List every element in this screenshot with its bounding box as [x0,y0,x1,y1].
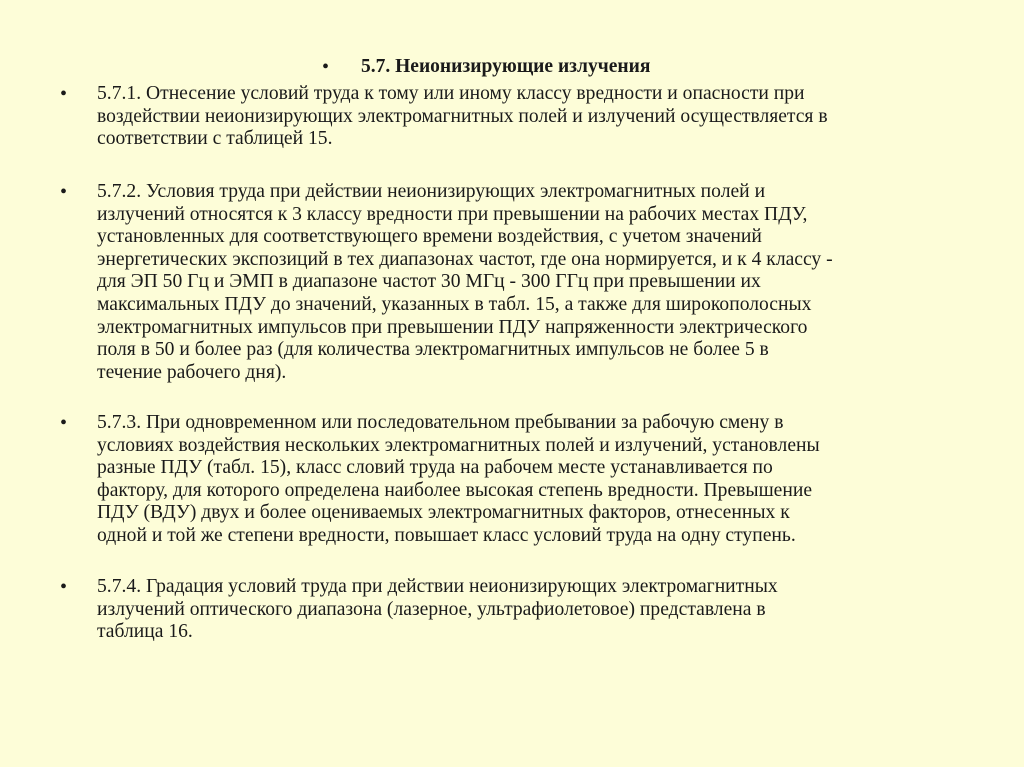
slide-title: 5.7. Неионизирующие излучения [361,56,651,77]
paragraph-5-7-1: 5.7.1. Отнесение условий труда к тому или иному классу вредности и опасности при воздействии неионизирующих электромагнитных полей и излучений осуществляется в соответствии с таблицей 15. [97,83,828,150]
bullet-icon: • [60,181,68,203]
bullet-icon: • [60,412,68,434]
bullet-icon: • [322,56,330,78]
bullet-icon: • [60,576,68,598]
paragraph-5-7-4: 5.7.4. Градация условий труда при действии неионизирующих электромагнитных излучений оптического диапазона (лазерное, ультрафиолетовое) представлена в таблица 16. [97,576,778,643]
bullet-icon: • [60,83,68,105]
paragraph-5-7-2: 5.7.2. Условия труда при действии неионизирующих электромагнитных полей и излучений относятся к 3 классу вредности при превышении на рабочих местах ПДУ, установленных для соответствующего времени воздействия, с учетом значений энергетических экспозиций в тех диапазонах частот, где она нормируется, и к 4 классу - для ЭП 50 Гц и ЭМП в диапазоне частот 30 МГц - 300 ГГц при превышении их максимальных ПДУ до значений, указанных в табл. 15, а также для широкополосных электромагнитных импульсов при превышении ПДУ напряженности электрического поля в 50 и более раз (для количества электромагнитных импульсов не более 5 в течение рабочего дня). [97,181,833,383]
paragraph-5-7-3: 5.7.3. При одновременном или последовательном пребывании за рабочую смену в условиях воздействия нескольких электромагнитных полей и излучений, установлены разные ПДУ (табл. 15), класс словий труда на рабочем месте устанавливается по фактору, для которого определена наиболее высокая степень вредности. Превышение ПДУ (ВДУ) двух и более оцениваемых электромагнитных факторов, отнесенных к одной и той же степени вредности, повышает класс условий труда на одну ступень. [97,412,820,546]
title-row [0,54,1024,80]
